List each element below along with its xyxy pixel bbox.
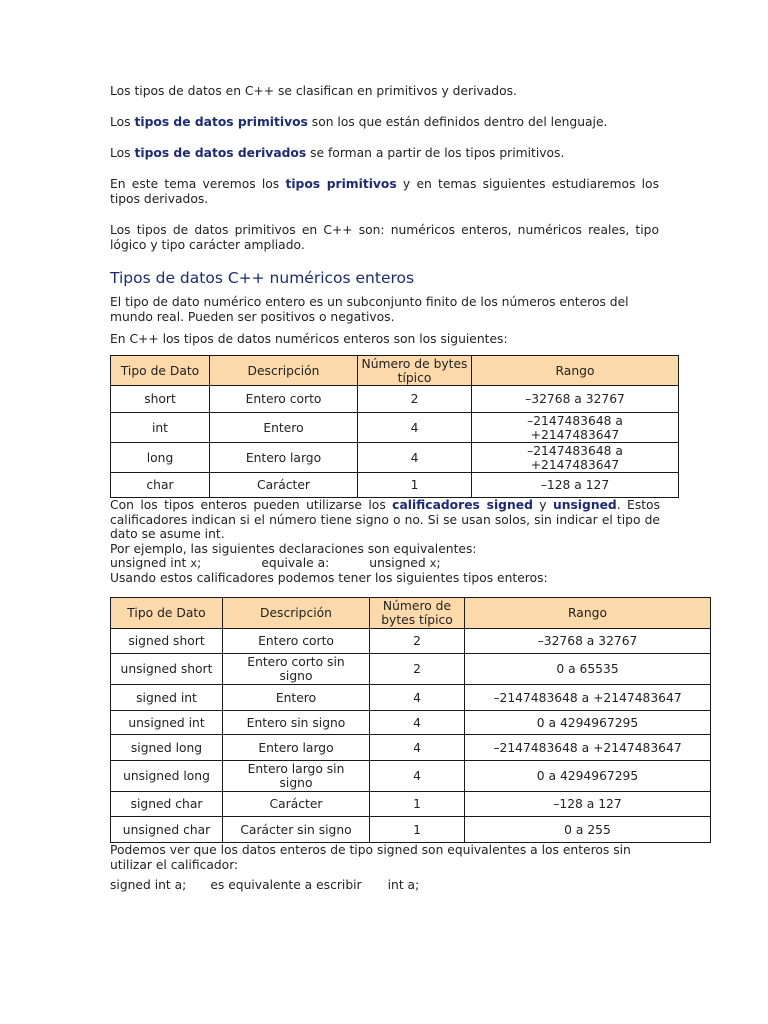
table-row: unsigned short Entero corto sin signo 2 0 a 65535 [111, 654, 711, 685]
table2-header-bytes: Número de bytes típico [370, 598, 465, 629]
qualifiers-paragraph-3: Usando estos calificadores podemos tener los siguientes tipos enteros: [110, 570, 548, 585]
table2-header-rango: Rango [465, 598, 711, 629]
qualifiers-paragraph-2: Por ejemplo, las siguientes declaraciones son equivalentes: [110, 541, 477, 556]
declaration-example: unsigned int x; equivale a: unsigned x; [110, 556, 441, 570]
integer-types-table [110, 355, 679, 498]
term-primitive: tipos primitivos [285, 177, 397, 191]
table-row: signed short Entero corto 2 –32768 a 32767 [111, 629, 711, 654]
closing-example: signed int a; es equivalente a escribir int a; [110, 878, 420, 892]
table-row: signed long Entero largo 4 –2147483648 a +2147483647 [111, 735, 711, 761]
intro-paragraph-1: Los tipos de datos en C++ se clasifican en primitivos y derivados. [110, 84, 517, 98]
term-signed: calificadores signed [392, 498, 533, 512]
intro-paragraph-2: Los tipos de datos primitivos son los que están definidos dentro del lenguaje. [110, 115, 608, 129]
qualified-integer-types-table [110, 597, 711, 843]
intro-paragraph-5: Los tipos de datos primitivos en C++ son: numéricos enteros, numéricos reales, tipo lógico y tipo carácter ampliado. [110, 223, 659, 252]
closing-paragraph: Podemos ver que los datos enteros de tipo signed son equivalentes a los enteros sin utilizar el calificador: [110, 843, 631, 872]
table-row: signed char Carácter 1 –128 a 127 [111, 792, 711, 817]
qualifiers-paragraph-1: Con los tipos enteros pueden utilizarse los calificadores signed y unsigned. Estos calificadores indican si el número tiene signo o no. Si se usan solos, sin indicar el tipo de dato se asume int. [110, 498, 660, 541]
table-row: int Entero 4 –2147483648 a +2147483647 [111, 413, 679, 443]
document-body [110, 84, 682, 893]
term-derived-types: tipos de datos derivados [134, 146, 307, 160]
table1-header-rango: Rango [472, 356, 679, 386]
table-row: char Carácter 1 –128 a 127 [111, 473, 679, 498]
table1-header-tipo: Tipo de Dato [111, 356, 210, 386]
section-title: Tipos de datos C++ numéricos enteros [110, 269, 415, 287]
table1-header-bytes: Número de bytes típico [358, 356, 472, 386]
table2-header-descripcion: Descripción [223, 598, 370, 629]
table-row: short Entero corto 2 –32768 a 32767 [111, 386, 679, 413]
section-paragraph-1: El tipo de dato numérico entero es un subconjunto finito de los números enteros del mundo real. Pueden ser positivos o negativos. [110, 295, 629, 324]
term-unsigned: unsigned [552, 498, 617, 512]
intro-paragraph-4: En este tema veremos los tipos primitivos y en temas siguientes estudiaremos los tipos derivados. [110, 177, 659, 206]
table-row: unsigned int Entero sin signo 4 0 a 4294967295 [111, 711, 711, 735]
table2-header-tipo: Tipo de Dato [111, 598, 223, 629]
table-row: unsigned long Entero largo sin signo 4 0 a 4294967295 [111, 761, 711, 792]
section-paragraph-2: En C++ los tipos de datos numéricos enteros son los siguientes: [110, 332, 508, 346]
table1-header-descripcion: Descripción [210, 356, 358, 386]
term-primitive-types: tipos de datos primitivos [134, 115, 308, 129]
table-row: signed int Entero 4 –2147483648 a +2147483647 [111, 685, 711, 711]
table-row: long Entero largo 4 –2147483648 a +2147483647 [111, 443, 679, 473]
table-row: unsigned char Carácter sin signo 1 0 a 255 [111, 817, 711, 843]
intro-paragraph-3: Los tipos de datos derivados se forman a partir de los tipos primitivos. [110, 146, 565, 160]
